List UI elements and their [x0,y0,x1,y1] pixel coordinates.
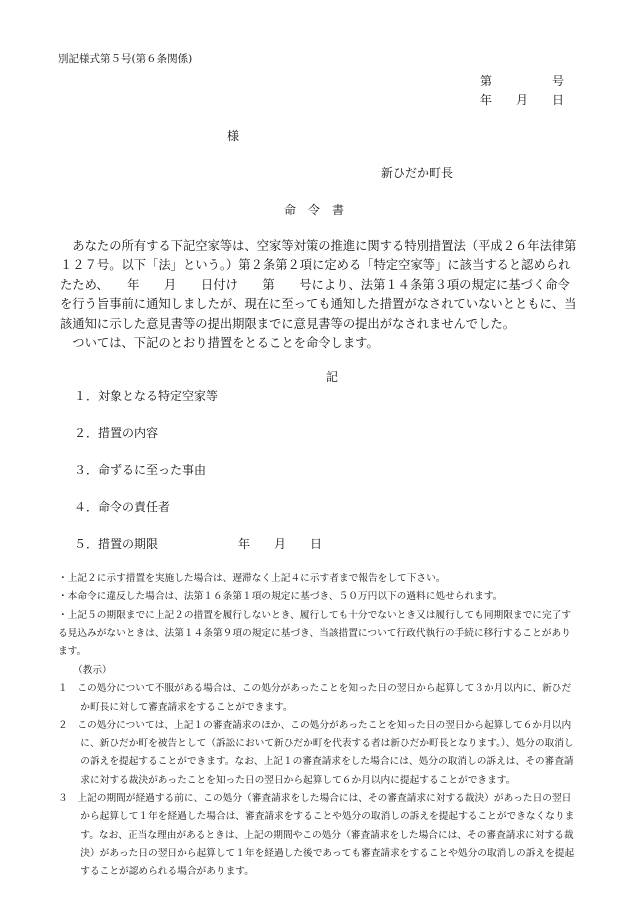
bullet-note: ・上記２に示す措置を実施した場合は、遅滞なく上記４に示す者まで報告をして下さい。 [58,573,446,584]
bullet-note: ・本命令に違反した場合は、法第１６条第１項の規定に基づき、５０万円以下の過料に処せられます。 [58,591,503,603]
notice-item: ２ この処分については、上記１の審査請求のほか、この処分があったことを知った日の翌日から起算して６か月以内に、新ひだか町を被告として（訴訟において新ひだか町を代表する者は新ひだか町長となります。）、処分の取消しの訴えを提起することができます。なお、上記１の審査請求をした場合には、処分の取消しの訴えは、その審査請求に対する裁決があったことを知った日の翌日から起算して６か月以内に提起することができます。 [58,719,574,786]
item-target: １．対象となる特定空家等 [74,389,219,403]
document-date: 年 月 日 [480,93,565,107]
deadline-date: 年 月 日 [238,537,323,551]
item-responsible: ４．命令の責任者 [74,500,171,514]
document-number: 第 号 [480,74,565,88]
notice-label: （教示） [73,665,112,676]
item-deadline: ５．措置の期限 [74,537,159,551]
document-title: 命 令 書 [284,203,345,217]
body-paragraph: あなたの所有する下記空家等は、空家等対策の推進に関する特別措置法（平成２６年法律第１２７号。以下「法」という。）第２条第２項に定める「特定空家等」に該当すると認められたため、 年 月 日付け 第 号により、法第１４条第３項の規定に基づく命令を行う旨事前に通知しましたが、現在に至っても通知した措置がなされていないとともに、当該通知に示した意見書等の提出期限までに意見書等の提出がなされませんでした。 [60,239,577,331]
issuer-name: 新ひだか町長 [381,166,454,180]
form-label: 別記様式第５号(第６条関係) [58,53,193,65]
body-paragraph: ついては、下記のとおり措置をとることを命令します。 [72,336,379,351]
notice-item: ３ 上記の期間が経過する前に、この処分（審査請求をした場合には、その審査請求に対する裁決）があった日の翌日から起算して１年を経過した場合は、審査請求をすることや処分の取消しの訴えを提起することができなくなります。なお、正当な理由があるときは、上記の期間やこの処分（審査請求をした場合には、その審査請求に対する裁決）があった日の翌日から起算して１年を経過した後であっても審査請求をすることや処分の取消しの訴えを提起することが認められる場合があります。 [58,793,575,878]
addressee-suffix: 様 [227,129,240,143]
item-reason: ３．命ずるに至った事由 [74,463,207,477]
bullet-note: ・上記５の期限までに上記２の措置を履行しないとき、履行しても十分でないとき又は履行しても同期限までに完了する見込みがないときは、法第１４条第９項の規定に基づき、当該措置について行政代執行の手続に移行することがあります。 [58,609,572,658]
notice-section [58,662,580,882]
notice-item: １ この処分について不服がある場合は、この処分があったことを知った日の翌日から起算して３か月以内に、新ひだか町長に対して審査請求をすることができます。 [58,683,572,713]
body-text [60,237,578,353]
ki-label: 記 [326,370,339,384]
bullet-notes [58,570,578,661]
item-measures: ２．措置の内容 [74,426,159,440]
